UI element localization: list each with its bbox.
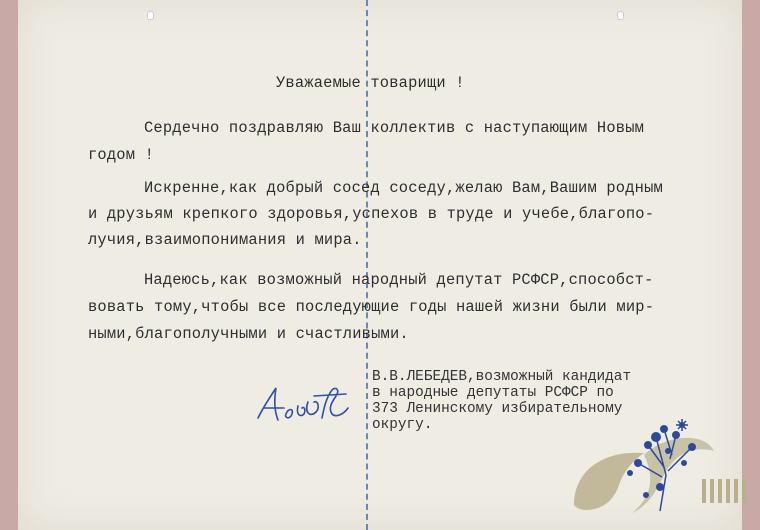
museum-logo-flower-icon (564, 415, 760, 530)
paragraph-3-line-1: Надеюсь,как возможный народный депутат РСФСР,способст- (144, 271, 654, 289)
paragraph-2-line-1: Искренне,как добрый сосед соседу,желаю Вам,Вашим родным (144, 179, 663, 197)
punch-hole (618, 12, 623, 19)
paragraph-1-line-2: годом ! (88, 146, 155, 164)
paragraph-1-line-1: Сердечно поздравляю Ваш коллектив с наступающим Новым (144, 119, 645, 137)
paragraph-2-line-2: и друзьям крепкого здоровья,успехов в труде и учебе,благопо- (88, 205, 655, 223)
punch-hole (148, 12, 153, 19)
paragraph-2-line-3: лучия,взаимопонимания и мира. (88, 231, 362, 249)
paragraph-3-line-2: вовать тому,чтобы все последующие годы нашей жизни были мир- (88, 298, 655, 316)
salutation: Уважаемые товарищи ! (276, 74, 465, 92)
signature-line-4: округу. (372, 417, 433, 433)
signature-line-2: в народные депутаты РСФСР по (372, 385, 614, 401)
signature-line-1: В.В.ЛЕБЕДЕВ,возможный кандидат (372, 369, 632, 385)
handwritten-signature (244, 378, 364, 428)
paragraph-3-line-3: ными,благополучными и счастливыми. (88, 325, 409, 343)
signature-line-3: 373 Ленинскому избирательному (372, 401, 623, 417)
